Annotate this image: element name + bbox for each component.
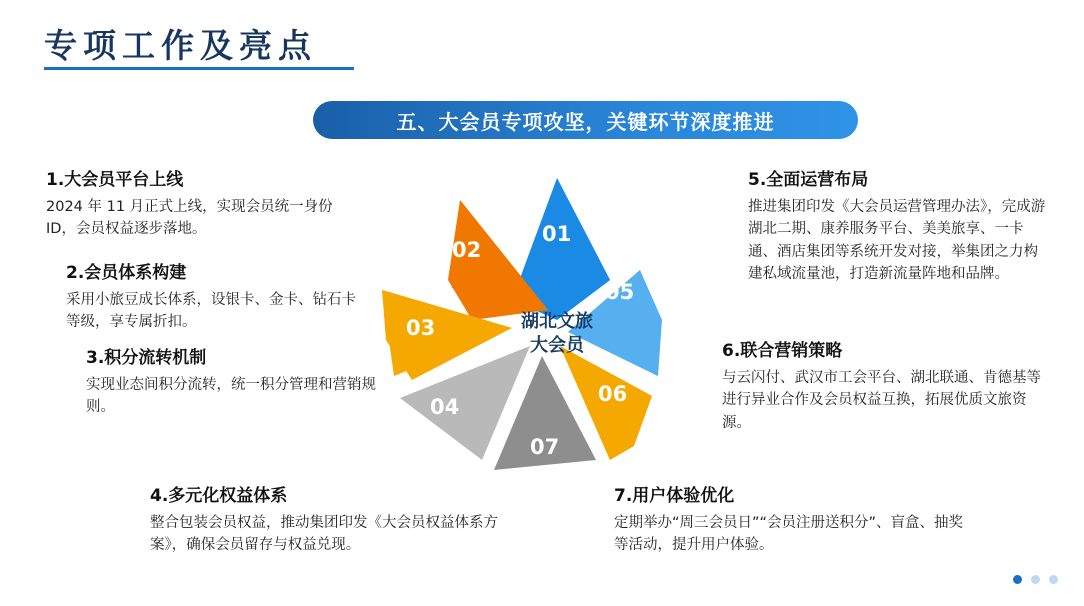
item-5-heading: 5.全面运营布局	[748, 170, 869, 190]
item-1-heading: 1.大会员平台上线	[46, 170, 184, 190]
pager-dot-1[interactable]	[1013, 575, 1022, 584]
pinwheel-diagram	[352, 160, 752, 510]
pager-dot-3[interactable]	[1049, 575, 1058, 584]
item-3-body: 实现业态间积分流转，统一积分管理和营销规则。	[86, 377, 376, 416]
section-banner: 五、大会员专项攻坚，关键环节深度推进	[313, 101, 858, 139]
wheel-label-04: 04	[430, 395, 460, 419]
item-3	[86, 343, 376, 419]
wheel-label-03: 03	[406, 316, 436, 340]
item-4-body: 整合包装会员权益，推动集团印发《大会员权益体系方案》，确保会员留存与权益兑现。	[150, 515, 498, 554]
item-2	[66, 258, 356, 334]
item-4-heading: 4.多元化权益体系	[150, 486, 288, 506]
pager-dots[interactable]	[1013, 575, 1058, 584]
item-1	[46, 165, 346, 241]
item-7-heading: 7.用户体验优化	[614, 486, 735, 506]
title-underline	[44, 67, 354, 70]
item-2-heading: 2.会员体系构建	[66, 263, 187, 283]
item-7-body: 定期举办“周三会员日”“会员注册送积分”、盲盒、抽奖等活动，提升用户体验。	[614, 515, 964, 554]
item-6-body: 与云闪付、武汉市工会平台、湖北联通、肯德基等进行异业合作及会员权益互换，拓展优质文旅资源。	[722, 370, 1041, 431]
wheel-label-07: 07	[530, 435, 560, 459]
item-6	[722, 336, 1052, 434]
item-5-body: 推进集团印发《大会员运营管理办法》，完成游湖北二期、康养服务平台、美美旅享、一卡通、酒店集团等系统开发对接，举集团之力构建私域流量池，打造新流量阵地和品牌。	[748, 199, 1046, 283]
wheel-center-line-1: 湖北文旅	[521, 311, 593, 332]
item-2-body: 采用小旅豆成长体系，设银卡、金卡、钻石卡等级，享专属折扣。	[66, 292, 356, 331]
item-1-body: 2024 年 11 月正式上线，实现会员统一身份 ID，会员权益逐步落地。	[46, 199, 333, 238]
item-6-heading: 6.联合营销策略	[722, 341, 843, 361]
wheel-center-line-2: 大会员	[530, 335, 584, 357]
item-3-heading: 3.积分流转机制	[86, 348, 207, 368]
wheel-label-01: 01	[542, 222, 572, 246]
wheel-label-06: 06	[598, 382, 628, 406]
item-5	[748, 165, 1048, 286]
pager-dot-2[interactable]	[1031, 575, 1040, 584]
page-title: 专项工作及亮点	[44, 26, 317, 65]
wheel-label-05: 05	[605, 280, 635, 304]
pinwheel-svg	[352, 160, 752, 510]
wheel-label-02: 02	[452, 238, 482, 262]
